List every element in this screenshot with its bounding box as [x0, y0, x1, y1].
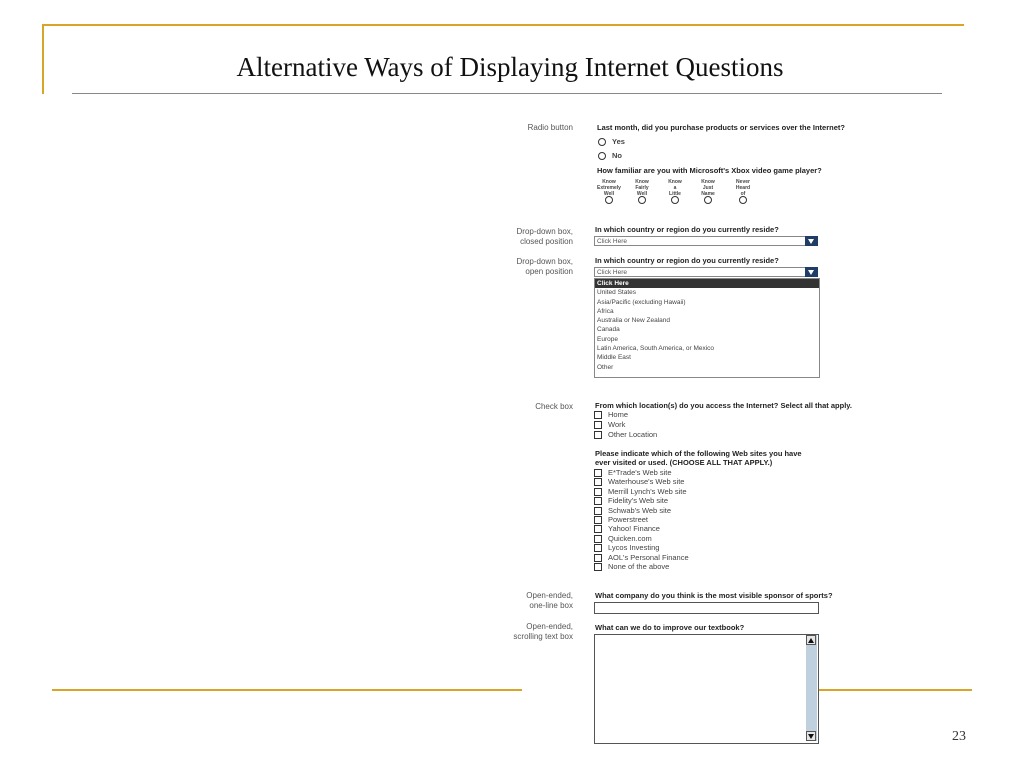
label-line: closed position: [520, 237, 573, 246]
checkbox-item[interactable]: [594, 515, 648, 524]
scale-radio[interactable]: [704, 196, 712, 204]
scale-radio[interactable]: [638, 196, 646, 204]
radio-circle[interactable]: [598, 138, 606, 146]
label-scrolling-box: [493, 622, 573, 642]
oneline-question: What company do you think is the most visible sponsor of sports?: [595, 591, 833, 600]
checkbox[interactable]: [594, 478, 602, 486]
checkbox-item[interactable]: [594, 506, 671, 515]
checkbox-item[interactable]: [594, 562, 669, 571]
radio-question-1: Last month, did you purchase products or services over the Internet?: [597, 123, 845, 132]
radio-option-label: Yes: [612, 137, 625, 146]
checkbox-item[interactable]: [594, 430, 657, 439]
frame-left-line: [42, 24, 44, 94]
checkbox-item[interactable]: [594, 534, 652, 543]
chevron-down-icon[interactable]: [805, 236, 818, 246]
radio-option-yes[interactable]: [598, 137, 625, 146]
checkbox-label: Yahoo! Finance: [608, 524, 660, 533]
checkbox[interactable]: [594, 507, 602, 515]
scale-label: Never Heard of: [735, 179, 751, 197]
checkbox-question-2-line1: Please indicate which of the following Web sites you have: [595, 449, 802, 458]
page-number: 23: [952, 729, 966, 744]
dropdown-option[interactable]: Middle East: [597, 354, 631, 362]
checkbox[interactable]: [594, 497, 602, 505]
dropdown-option[interactable]: Africa: [597, 307, 614, 315]
title-divider: [72, 93, 942, 94]
label-line: one-line box: [529, 601, 573, 610]
checkbox[interactable]: [594, 411, 602, 419]
checkbox[interactable]: [594, 535, 602, 543]
checkbox-question-1: From which location(s) do you access the Internet? Select all that apply.: [595, 401, 852, 410]
checkbox-label: Work: [608, 420, 626, 429]
radio-option-no[interactable]: [598, 151, 622, 160]
scale-radio[interactable]: [671, 196, 679, 204]
checkbox[interactable]: [594, 516, 602, 524]
label-line: Drop-down box,: [516, 257, 573, 266]
scale-label: Know Extremely Well: [597, 179, 621, 197]
scale-radio[interactable]: [739, 196, 747, 204]
label-radio-button: Radio button: [527, 123, 573, 132]
checkbox-item[interactable]: [594, 410, 628, 419]
scale-label: Know Just Name: [701, 179, 715, 197]
dropdown-option[interactable]: United States: [597, 289, 637, 297]
checkbox-label: E*Trade's Web site: [608, 468, 672, 477]
checkbox-label: Home: [608, 410, 629, 419]
chevron-down-icon[interactable]: [805, 267, 818, 277]
radio-circle[interactable]: [598, 152, 606, 160]
dropdown-option[interactable]: Australia or New Zealand: [597, 317, 670, 325]
improve-textbook-textarea[interactable]: [594, 634, 819, 744]
label-line: Open-ended,: [526, 622, 573, 631]
checkbox-label: AOL's Personal Finance: [608, 553, 689, 562]
radio-question-2: How familiar are you with Microsoft's Xbox video game player?: [597, 166, 822, 175]
dropdown-option[interactable]: Click Here: [595, 279, 819, 288]
checkbox[interactable]: [594, 421, 602, 429]
checkbox-label: Powerstreet: [608, 515, 649, 524]
checkbox[interactable]: [594, 554, 602, 562]
label-line: open position: [525, 267, 573, 276]
dropdown-options-list: [594, 278, 820, 378]
checkbox-label: Lycos Investing: [608, 543, 660, 552]
slide-title: Alternative Ways of Displaying Internet Questions: [236, 52, 784, 82]
dropdown-open-question: In which country or region do you currently reside?: [595, 256, 779, 265]
checkbox[interactable]: [594, 563, 602, 571]
country-select-closed[interactable]: Click Here: [594, 236, 806, 246]
dropdown-option[interactable]: Europe: [597, 335, 618, 343]
dropdown-option[interactable]: Canada: [597, 326, 620, 334]
label-check-box: Check box: [535, 402, 573, 411]
checkbox-question-2-line2: ever visited or used. (CHOOSE ALL THAT APPLY.): [595, 458, 773, 467]
checkbox-item[interactable]: [594, 553, 689, 562]
checkbox-label: Merrill Lynch's Web site: [608, 487, 687, 496]
scroll-up-icon[interactable]: [806, 635, 816, 645]
checkbox-item[interactable]: [594, 524, 660, 533]
checkbox-label: Waterhouse's Web site: [608, 477, 685, 486]
checkbox-item[interactable]: [594, 543, 659, 552]
textarea-scrollbar[interactable]: [806, 635, 817, 741]
country-select-open[interactable]: Click Here: [594, 267, 806, 277]
checkbox-label: Fidelity's Web site: [608, 496, 669, 505]
label-dropdown-closed: [493, 227, 573, 247]
scale-label: Know Fairly Well: [635, 179, 649, 197]
checkbox-label: Schwab's Web site: [608, 506, 671, 515]
label-line: Drop-down box,: [516, 227, 573, 236]
scale-label: Know a Little: [668, 179, 682, 197]
checkbox-item[interactable]: [594, 468, 672, 477]
radio-option-label: No: [612, 151, 622, 160]
dropdown-option[interactable]: Other: [597, 363, 614, 371]
sponsor-text-input[interactable]: [594, 602, 819, 614]
checkbox-item[interactable]: [594, 496, 668, 505]
dropdown-option[interactable]: Asia/Pacific (excluding Hawaii): [597, 298, 686, 306]
checkbox[interactable]: [594, 488, 602, 496]
checkbox-item[interactable]: [594, 487, 687, 496]
label-line: scrolling text box: [513, 632, 573, 641]
checkbox-item[interactable]: [594, 420, 625, 429]
scrolling-question: What can we do to improve our textbook?: [595, 623, 745, 632]
checkbox-label: Other Location: [608, 430, 658, 439]
label-line: Open-ended,: [526, 591, 573, 600]
frame-top-line: [42, 24, 964, 26]
scroll-down-icon[interactable]: [806, 731, 816, 741]
checkbox[interactable]: [594, 431, 602, 439]
checkbox-label: None of the above: [608, 562, 670, 571]
checkbox-item[interactable]: [594, 477, 684, 486]
dropdown-option[interactable]: Latin America, South America, or Mexico: [597, 345, 715, 353]
footer-line-left: [52, 689, 522, 691]
checkbox-label: Quicken.com: [608, 534, 652, 543]
scale-radio[interactable]: [605, 196, 613, 204]
dropdown-closed-question: In which country or region do you currently reside?: [595, 225, 779, 234]
label-oneline-box: [493, 591, 573, 611]
checkbox[interactable]: [594, 525, 602, 533]
footer-line-right: [818, 689, 972, 691]
checkbox[interactable]: [594, 544, 602, 552]
checkbox[interactable]: [594, 469, 602, 477]
label-dropdown-open: [493, 257, 573, 277]
